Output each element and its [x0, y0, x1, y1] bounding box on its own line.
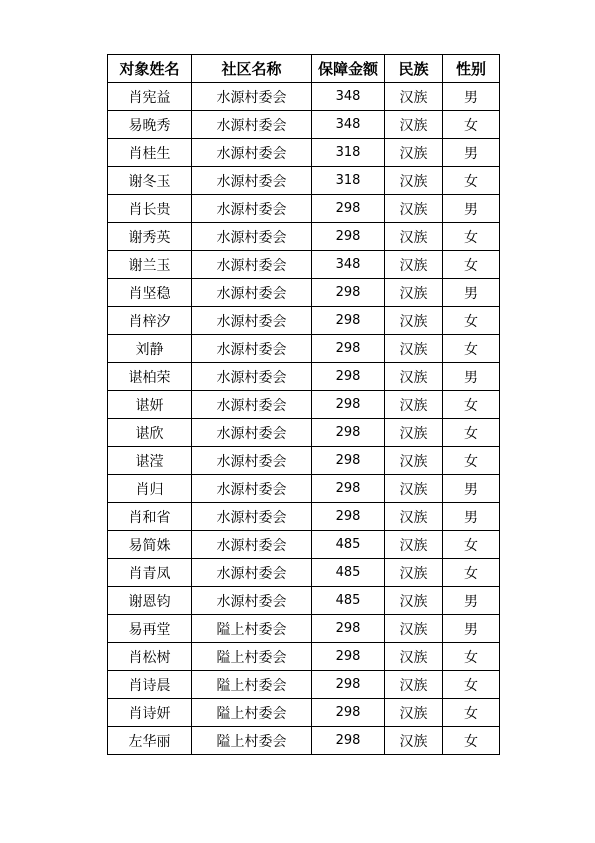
- cell-ethnicity: 汉族: [385, 139, 443, 167]
- cell-ethnicity: 汉族: [385, 699, 443, 727]
- cell-amount: 298: [312, 391, 385, 419]
- cell-community: 水源村委会: [192, 279, 312, 307]
- cell-name: 易简姝: [108, 531, 192, 559]
- table-row: [108, 111, 500, 139]
- cell-gender: 女: [443, 223, 500, 251]
- cell-name: 易再堂: [108, 615, 192, 643]
- cell-name: 肖长贵: [108, 195, 192, 223]
- cell-amount: 298: [312, 279, 385, 307]
- cell-amount: 318: [312, 139, 385, 167]
- cell-community: 水源村委会: [192, 419, 312, 447]
- cell-ethnicity: 汉族: [385, 167, 443, 195]
- cell-community: 水源村委会: [192, 223, 312, 251]
- cell-gender: 男: [443, 587, 500, 615]
- cell-gender: 女: [443, 671, 500, 699]
- cell-name: 肖宪益: [108, 83, 192, 111]
- cell-name: 肖和省: [108, 503, 192, 531]
- cell-amount: 298: [312, 475, 385, 503]
- cell-gender: 女: [443, 419, 500, 447]
- table-row: [108, 363, 500, 391]
- cell-ethnicity: 汉族: [385, 391, 443, 419]
- table-row: [108, 83, 500, 111]
- cell-community: 水源村委会: [192, 559, 312, 587]
- table-row: [108, 447, 500, 475]
- cell-ethnicity: 汉族: [385, 475, 443, 503]
- cell-amount: 298: [312, 419, 385, 447]
- cell-ethnicity: 汉族: [385, 279, 443, 307]
- cell-gender: 女: [443, 167, 500, 195]
- cell-name: 肖坚稳: [108, 279, 192, 307]
- cell-ethnicity: 汉族: [385, 363, 443, 391]
- cell-community: 水源村委会: [192, 111, 312, 139]
- cell-name: 肖诗妍: [108, 699, 192, 727]
- cell-ethnicity: 汉族: [385, 335, 443, 363]
- table-row: [108, 615, 500, 643]
- cell-name: 谌欣: [108, 419, 192, 447]
- cell-gender: 男: [443, 195, 500, 223]
- cell-ethnicity: 汉族: [385, 615, 443, 643]
- table-row: [108, 475, 500, 503]
- cell-amount: 298: [312, 643, 385, 671]
- table-row: [108, 391, 500, 419]
- table-row: [108, 279, 500, 307]
- cell-ethnicity: 汉族: [385, 503, 443, 531]
- cell-community: 水源村委会: [192, 251, 312, 279]
- cell-amount: 298: [312, 447, 385, 475]
- cell-ethnicity: 汉族: [385, 251, 443, 279]
- cell-community: 隘上村委会: [192, 699, 312, 727]
- cell-ethnicity: 汉族: [385, 83, 443, 111]
- table-row: [108, 587, 500, 615]
- cell-name: 谌柏荣: [108, 363, 192, 391]
- cell-community: 水源村委会: [192, 587, 312, 615]
- cell-amount: 348: [312, 83, 385, 111]
- table-body: [108, 83, 500, 755]
- cell-community: 水源村委会: [192, 475, 312, 503]
- cell-gender: 男: [443, 279, 500, 307]
- table-row: [108, 671, 500, 699]
- cell-community: 水源村委会: [192, 167, 312, 195]
- cell-name: 刘静: [108, 335, 192, 363]
- table-row: [108, 139, 500, 167]
- header-gender: 性别: [443, 55, 500, 83]
- cell-ethnicity: 汉族: [385, 643, 443, 671]
- header-amount: 保障金额: [312, 55, 385, 83]
- header-community: 社区名称: [192, 55, 312, 83]
- cell-community: 水源村委会: [192, 391, 312, 419]
- table-header-row: [108, 55, 500, 83]
- cell-name: 谢恩钧: [108, 587, 192, 615]
- cell-gender: 女: [443, 531, 500, 559]
- cell-name: 谌妍: [108, 391, 192, 419]
- cell-ethnicity: 汉族: [385, 727, 443, 755]
- cell-gender: 男: [443, 615, 500, 643]
- cell-community: 隘上村委会: [192, 671, 312, 699]
- cell-amount: 485: [312, 531, 385, 559]
- table-row: [108, 223, 500, 251]
- cell-ethnicity: 汉族: [385, 531, 443, 559]
- cell-gender: 男: [443, 83, 500, 111]
- cell-amount: 298: [312, 335, 385, 363]
- cell-ethnicity: 汉族: [385, 671, 443, 699]
- cell-amount: 298: [312, 699, 385, 727]
- header-name: 对象姓名: [108, 55, 192, 83]
- cell-gender: 男: [443, 503, 500, 531]
- cell-amount: 348: [312, 251, 385, 279]
- table-row: [108, 559, 500, 587]
- cell-name: 肖诗晨: [108, 671, 192, 699]
- cell-community: 水源村委会: [192, 335, 312, 363]
- cell-name: 谢兰玉: [108, 251, 192, 279]
- cell-name: 肖桂生: [108, 139, 192, 167]
- cell-amount: 298: [312, 727, 385, 755]
- cell-name: 谢秀英: [108, 223, 192, 251]
- cell-community: 水源村委会: [192, 195, 312, 223]
- cell-amount: 485: [312, 559, 385, 587]
- cell-gender: 男: [443, 475, 500, 503]
- cell-community: 水源村委会: [192, 447, 312, 475]
- table-row: [108, 531, 500, 559]
- cell-name: 左华丽: [108, 727, 192, 755]
- cell-name: 肖归: [108, 475, 192, 503]
- cell-gender: 女: [443, 391, 500, 419]
- cell-gender: 男: [443, 363, 500, 391]
- cell-amount: 298: [312, 615, 385, 643]
- cell-gender: 女: [443, 111, 500, 139]
- assistance-roster-table: [107, 54, 500, 755]
- cell-ethnicity: 汉族: [385, 223, 443, 251]
- cell-ethnicity: 汉族: [385, 111, 443, 139]
- cell-gender: 女: [443, 699, 500, 727]
- cell-gender: 女: [443, 251, 500, 279]
- cell-amount: 298: [312, 363, 385, 391]
- cell-amount: 485: [312, 587, 385, 615]
- cell-community: 隘上村委会: [192, 727, 312, 755]
- cell-community: 水源村委会: [192, 139, 312, 167]
- table-row: [108, 643, 500, 671]
- table-row: [108, 419, 500, 447]
- cell-name: 肖松树: [108, 643, 192, 671]
- table-row: [108, 503, 500, 531]
- table-row: [108, 251, 500, 279]
- cell-name: 肖梓汐: [108, 307, 192, 335]
- cell-community: 隘上村委会: [192, 643, 312, 671]
- table-row: [108, 307, 500, 335]
- cell-amount: 298: [312, 223, 385, 251]
- cell-community: 水源村委会: [192, 503, 312, 531]
- cell-ethnicity: 汉族: [385, 587, 443, 615]
- cell-ethnicity: 汉族: [385, 419, 443, 447]
- cell-name: 肖青凤: [108, 559, 192, 587]
- cell-amount: 318: [312, 167, 385, 195]
- cell-amount: 298: [312, 503, 385, 531]
- cell-ethnicity: 汉族: [385, 307, 443, 335]
- cell-amount: 298: [312, 195, 385, 223]
- cell-community: 水源村委会: [192, 363, 312, 391]
- table-row: [108, 195, 500, 223]
- cell-gender: 女: [443, 559, 500, 587]
- cell-gender: 女: [443, 643, 500, 671]
- cell-gender: 女: [443, 335, 500, 363]
- cell-ethnicity: 汉族: [385, 447, 443, 475]
- cell-ethnicity: 汉族: [385, 559, 443, 587]
- cell-amount: 348: [312, 111, 385, 139]
- table-row: [108, 335, 500, 363]
- header-ethnicity: 民族: [385, 55, 443, 83]
- cell-ethnicity: 汉族: [385, 195, 443, 223]
- cell-amount: 298: [312, 307, 385, 335]
- cell-gender: 女: [443, 447, 500, 475]
- cell-gender: 女: [443, 307, 500, 335]
- table-row: [108, 699, 500, 727]
- cell-community: 水源村委会: [192, 83, 312, 111]
- cell-name: 易晚秀: [108, 111, 192, 139]
- cell-amount: 298: [312, 671, 385, 699]
- table-row: [108, 727, 500, 755]
- cell-gender: 男: [443, 139, 500, 167]
- cell-name: 谌滢: [108, 447, 192, 475]
- table-row: [108, 167, 500, 195]
- cell-community: 隘上村委会: [192, 615, 312, 643]
- cell-community: 水源村委会: [192, 531, 312, 559]
- cell-gender: 女: [443, 727, 500, 755]
- cell-community: 水源村委会: [192, 307, 312, 335]
- cell-name: 谢冬玉: [108, 167, 192, 195]
